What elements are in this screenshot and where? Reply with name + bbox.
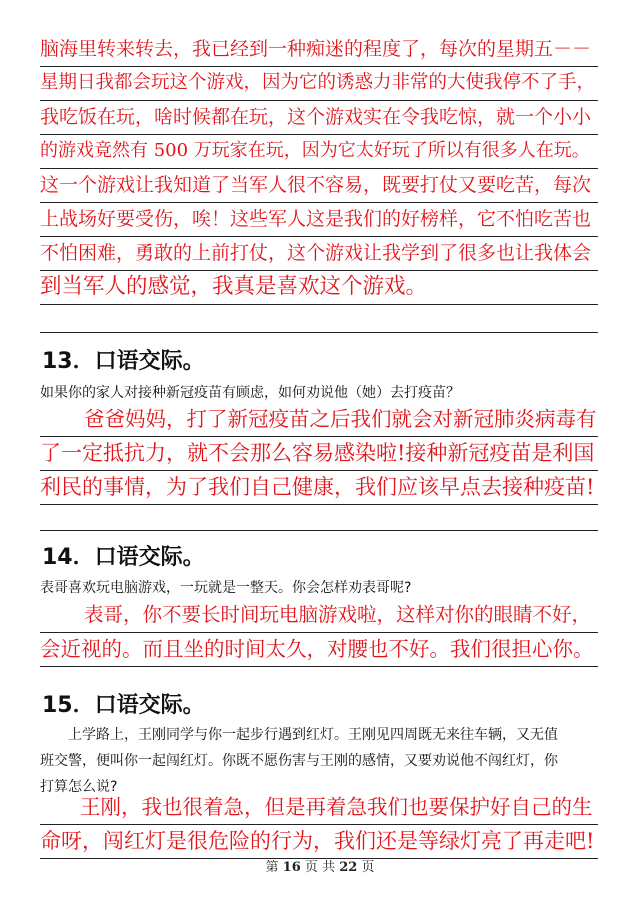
answer-line: 爸爸妈妈，打了新冠疫苗之后我们就会对新冠肺炎病毒有 xyxy=(40,402,598,437)
question-text: 表哥喜欢玩电脑游戏，一玩就是一整天。你会怎样劝表哥呢? xyxy=(40,580,412,596)
footer-total-label: 共 xyxy=(322,860,336,875)
answer-line: 不怕困难，勇敢的上前打仗，这个游戏让我学到了很多也让我体会 xyxy=(40,236,598,271)
answer-line: 我吃饭在玩，啥时候都在玩，这个游戏实在令我吃惊，就一个小小 xyxy=(40,100,598,135)
answer-line: 星期日我都会玩这个游戏，因为它的诱惑力非常的大使我停不了手， xyxy=(40,66,598,101)
section-title: 15．口语交际。 xyxy=(42,693,205,718)
footer-total-pages: 22 xyxy=(339,860,358,875)
page-footer xyxy=(0,856,640,875)
blank-line xyxy=(40,332,598,333)
answer-line: 会近视的。而且坐的时间太久，对腰也不好。我们很担心你。 xyxy=(40,632,598,667)
section-title: 13．口语交际。 xyxy=(42,349,205,374)
answer-line: 到当军人的感觉，我真是喜欢这个游戏。 xyxy=(40,270,598,305)
answer-line: 利民的事情，为了我们自己健康，我们应该早点去接种疫苗! xyxy=(40,470,598,505)
answer-line: 了一定抵抗力，就不会那么容易感染啦!接种新冠疫苗是利国 xyxy=(40,436,598,471)
footer-page-unit: 页 xyxy=(304,860,318,875)
question-text: 如果你的家人对接种新冠疫苗有顾虑，如何劝说他（她）去打疫苗？ xyxy=(40,385,460,401)
footer-total-unit: 页 xyxy=(361,860,375,875)
question-text: 班交警，便叫你一起闯红灯。你既不愿伤害与王刚的感情，又要劝说他不闯红灯，你 xyxy=(40,753,558,769)
question-text: 上学路上，王刚同学与你一起步行遇到红灯。王刚见四周既无来往车辆，又无值 xyxy=(68,727,558,743)
footer-page-label: 第 xyxy=(265,860,279,875)
blank-line xyxy=(40,530,598,531)
question-text: 打算怎么说? xyxy=(40,779,118,795)
answer-line: 表哥，你不要长时间玩电脑游戏啦，这样对你的眼睛不好， xyxy=(40,598,598,633)
answer-line: 命呀，闯红灯是很危险的行为，我们还是等绿灯亮了再走吧! xyxy=(40,824,598,859)
answer-line: 这一个游戏让我知道了当军人很不容易，既要打仗又要吃苦，每次 xyxy=(40,168,598,203)
answer-line: 的游戏竟然有 500 万玩家在玩，因为它太好玩了所以有很多人在玩。 xyxy=(40,134,598,169)
footer-page-number: 16 xyxy=(282,860,301,875)
section-title: 14．口语交际。 xyxy=(42,545,205,570)
answer-line: 王刚，我也很着急，但是再着急我们也要保护好自己的生 xyxy=(40,790,598,825)
answer-line: 脑海里转来转去，我已经到一种痴迷的程度了，每次的星期五－－ xyxy=(40,32,598,67)
answer-line: 上战场好要受伤，唉！这些军人这是我们的好榜样，它不怕吃苦也 xyxy=(40,202,598,237)
